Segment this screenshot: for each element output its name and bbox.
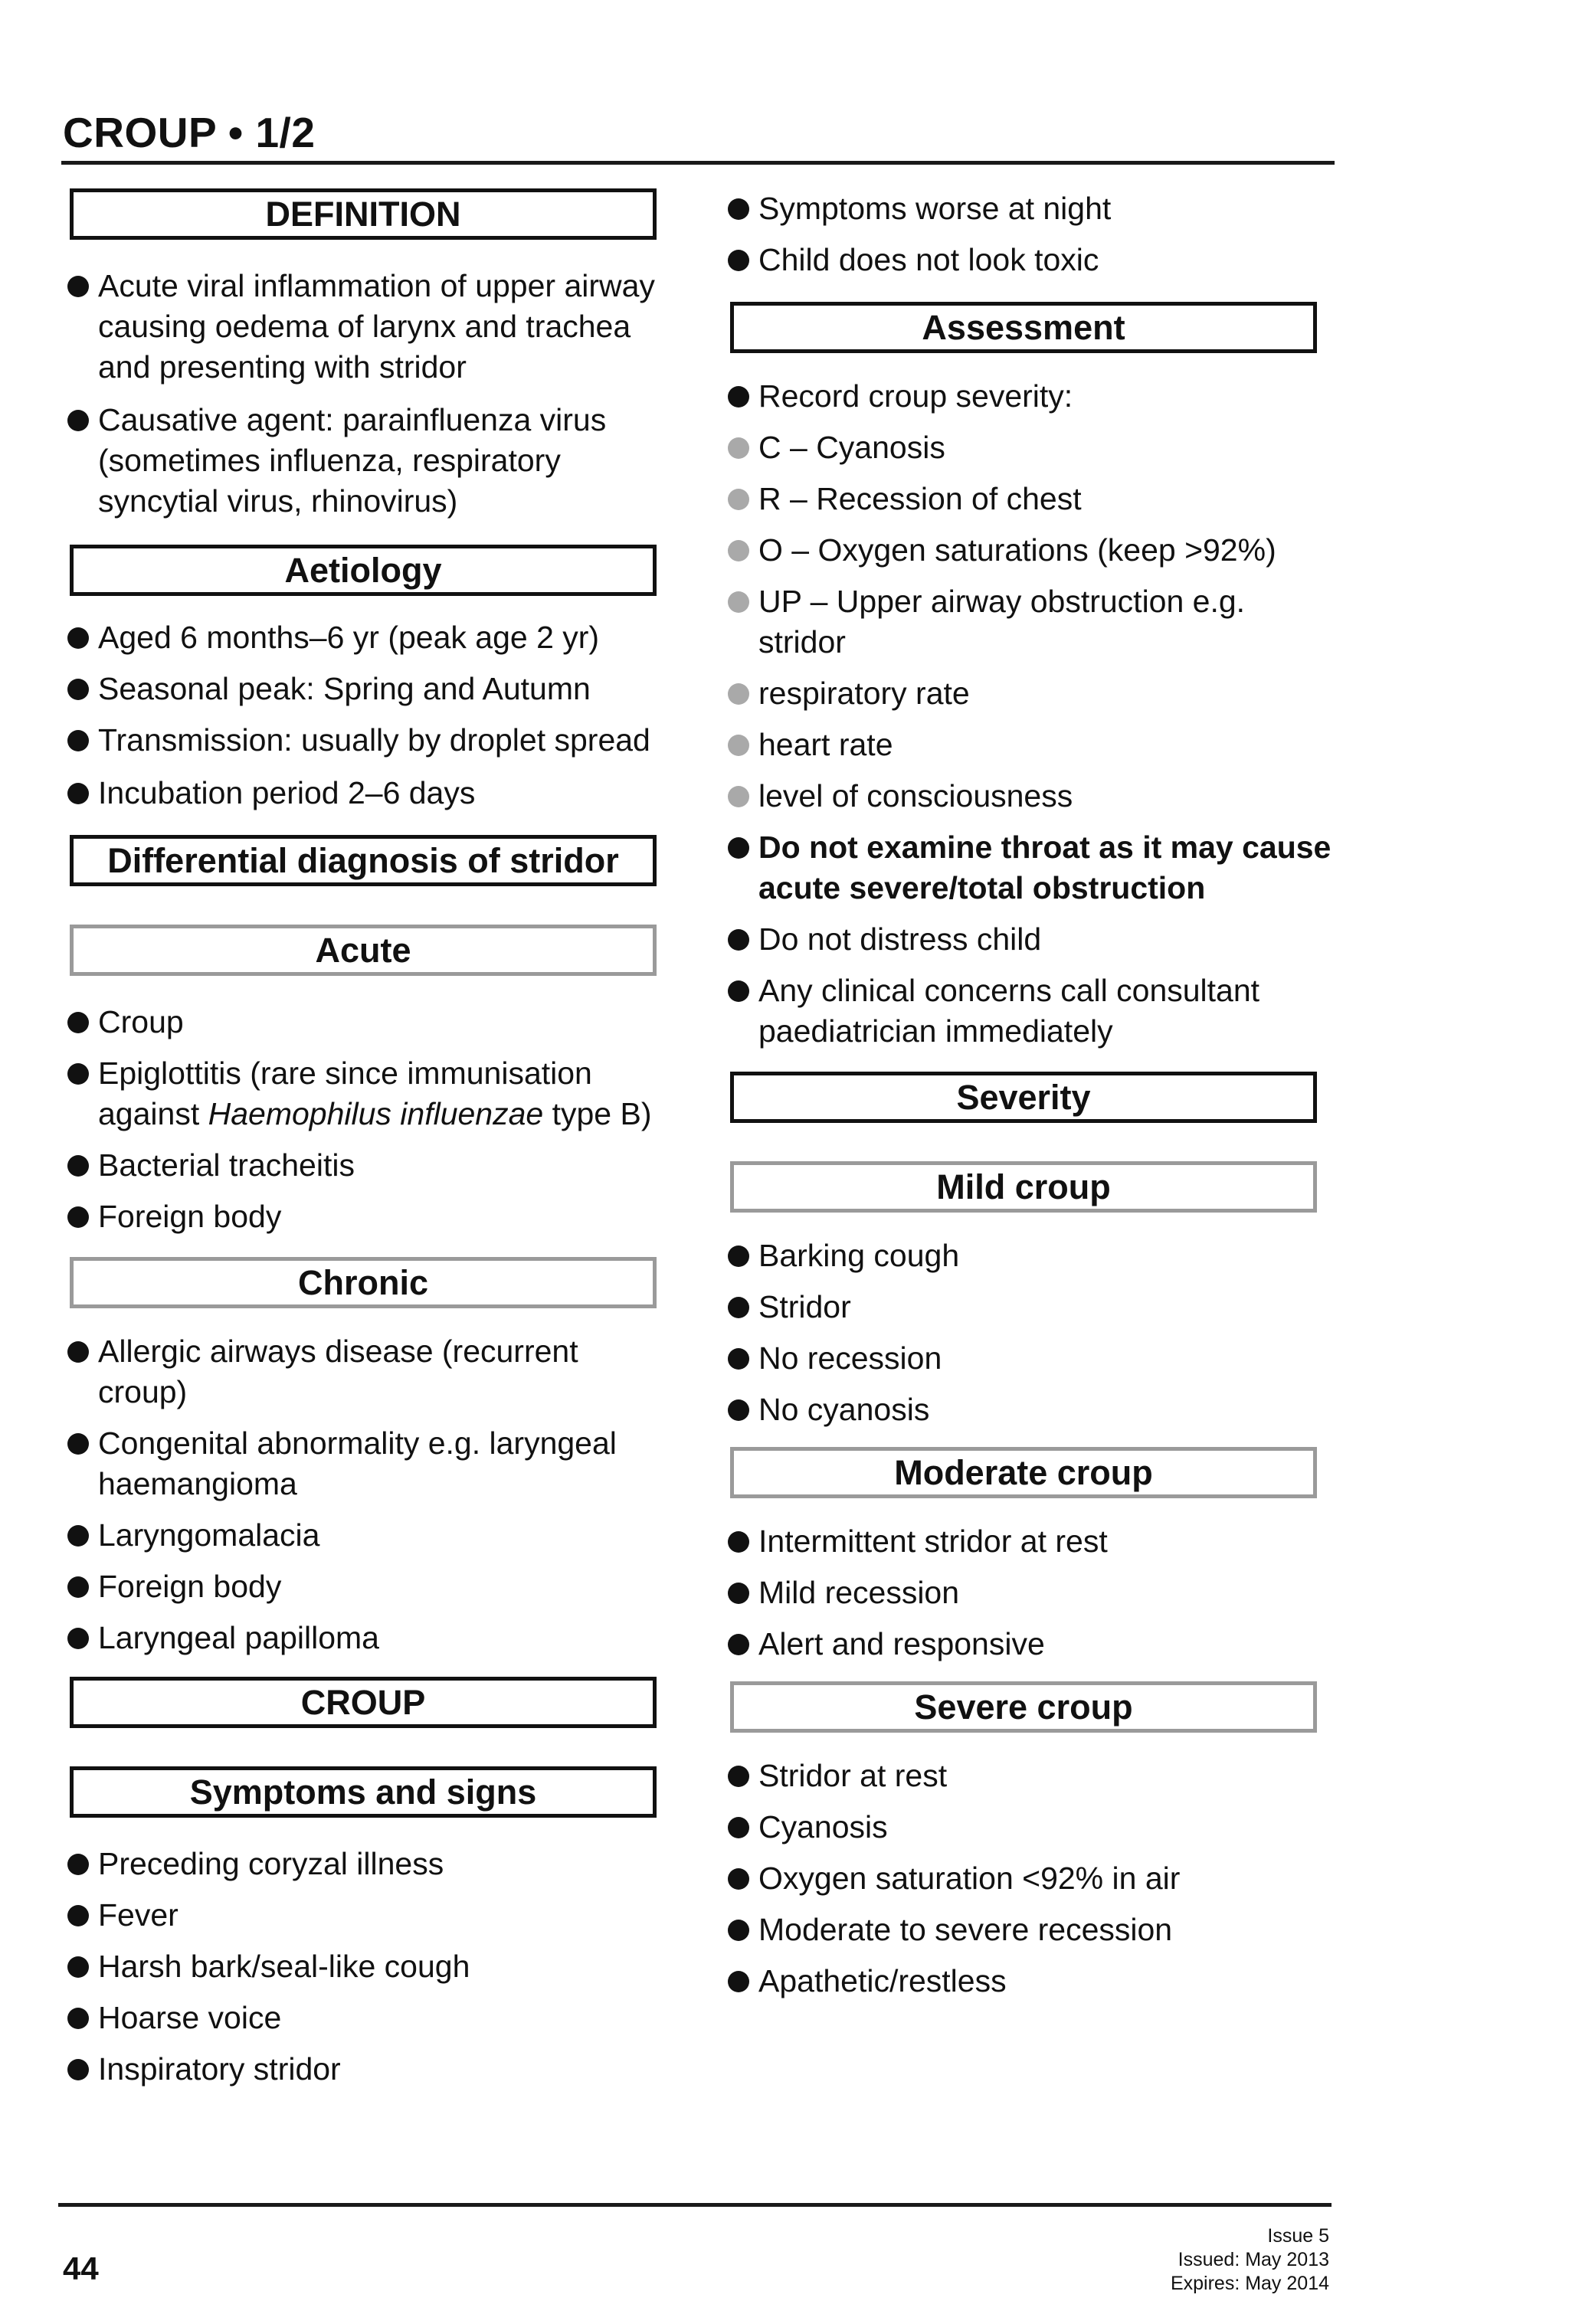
item-text: type B)	[543, 1096, 652, 1131]
sub-list-item	[728, 530, 1333, 571]
list-item	[67, 1566, 673, 1607]
item-text: Stridor	[758, 1289, 851, 1324]
bullet-icon	[67, 1012, 89, 1033]
sub-list-item	[728, 581, 1333, 663]
list-item	[67, 1002, 673, 1043]
item-text: Symptoms worse at night	[758, 191, 1112, 226]
list-item	[728, 1961, 1333, 2002]
bullet-icon	[728, 437, 749, 459]
item-text: Harsh bark/seal-like cough	[98, 1949, 470, 1984]
list-item	[67, 720, 673, 761]
item-text: Croup	[98, 1004, 184, 1039]
list-item	[67, 1844, 673, 1884]
list-item	[67, 266, 673, 388]
bullet-icon	[67, 276, 89, 297]
list-item	[728, 919, 1333, 960]
section-heading-assessment: Assessment	[730, 302, 1317, 353]
bullet-icon	[728, 1348, 749, 1370]
bullet-icon	[728, 1920, 749, 1941]
item-text: heart rate	[758, 727, 893, 762]
section-heading-moderate-croup: Moderate croup	[730, 1447, 1317, 1498]
list-item	[67, 1998, 673, 2038]
bullet-icon	[67, 1341, 89, 1363]
page-title: CROUP • 1/2	[63, 109, 316, 156]
item-text: Incubation period 2–6 days	[98, 775, 476, 810]
item-text: Aged 6 months–6 yr (peak age 2 yr)	[98, 620, 600, 655]
bullet-icon	[67, 783, 89, 804]
bullet-icon	[728, 1868, 749, 1890]
list-item	[728, 1573, 1333, 1613]
bullet-icon	[728, 250, 749, 271]
bullet-icon	[728, 929, 749, 951]
list-item	[728, 1624, 1333, 1664]
list-item	[67, 773, 673, 813]
sub-list-item	[728, 776, 1333, 817]
bullet-icon	[728, 540, 749, 561]
bullet-list	[67, 1844, 673, 2090]
bullet-icon	[67, 627, 89, 649]
bullet-icon	[67, 2008, 89, 2029]
right-column	[728, 188, 1333, 2002]
list-item	[728, 376, 1333, 417]
bullet-icon	[728, 1399, 749, 1421]
bullet-icon	[728, 1297, 749, 1318]
item-text: Acute viral inflammation of upper airway causing oedema of larynx and trachea and presenting with stridor	[98, 268, 655, 385]
sub-list-item	[728, 479, 1333, 519]
bullet-list	[67, 617, 673, 813]
item-text: Stridor at rest	[758, 1758, 948, 1793]
bullet-icon	[728, 786, 749, 807]
bullet-icon	[728, 1817, 749, 1838]
section-heading-severity: Severity	[730, 1072, 1317, 1123]
list-item	[67, 2049, 673, 2090]
bullet-icon	[728, 1531, 749, 1553]
bullet-list	[728, 1521, 1333, 1664]
item-text: Hoarse voice	[98, 2000, 282, 2035]
bullet-icon	[67, 2059, 89, 2080]
item-text: O – Oxygen saturations (keep >92%)	[758, 532, 1276, 568]
bullet-icon	[728, 489, 749, 510]
item-text: Apathetic/restless	[758, 1963, 1007, 1998]
bullet-icon	[67, 1956, 89, 1978]
item-text: Cyanosis	[758, 1809, 888, 1844]
section-heading-acute: Acute	[70, 925, 657, 976]
left-column	[67, 188, 673, 2090]
item-text: Preceding coryzal illness	[98, 1846, 444, 1881]
bullet-list	[67, 1331, 673, 1658]
item-text: R – Recession of chest	[758, 481, 1082, 516]
item-text: C – Cyanosis	[758, 430, 945, 465]
item-text: Laryngeal papilloma	[98, 1620, 379, 1655]
item-text: respiratory rate	[758, 676, 970, 711]
item-text: No cyanosis	[758, 1392, 930, 1427]
bullet-icon	[67, 1628, 89, 1649]
footer-rule	[58, 2203, 1332, 2207]
bullet-icon	[67, 1155, 89, 1177]
list-item	[728, 827, 1333, 908]
bullet-icon	[728, 386, 749, 408]
bullet-icon	[67, 679, 89, 700]
bullet-icon	[728, 1766, 749, 1787]
list-item	[728, 240, 1333, 280]
section-heading-severe-croup: Severe croup	[730, 1681, 1317, 1733]
section-heading-symptoms-and-signs: Symptoms and signs	[70, 1766, 657, 1818]
item-text: Intermittent stridor at rest	[758, 1524, 1108, 1559]
item-text: Allergic airways disease (recurrent croup)	[98, 1334, 578, 1409]
bullet-icon	[67, 1433, 89, 1455]
item-text: Foreign body	[98, 1199, 282, 1234]
bullet-icon	[67, 1063, 89, 1085]
list-item	[67, 1196, 673, 1237]
list-item	[67, 617, 673, 658]
list-item	[67, 1895, 673, 1936]
item-text: Barking cough	[758, 1238, 960, 1273]
item-text: Record croup severity:	[758, 378, 1073, 414]
bullet-icon	[67, 730, 89, 751]
item-text: Transmission: usually by droplet spread	[98, 722, 650, 758]
expiry-date: Expires: May 2014	[1170, 2273, 1329, 2294]
bullet-list	[728, 188, 1333, 280]
section-heading-mild-croup: Mild croup	[730, 1161, 1317, 1213]
item-text: Causative agent: parainfluenza virus (sometimes influenza, respiratory syncytial virus, rhinovirus)	[98, 402, 607, 519]
bullet-icon	[728, 980, 749, 1002]
item-text: Alert and responsive	[758, 1626, 1045, 1661]
bullet-icon	[67, 1206, 89, 1228]
sub-list-item	[728, 427, 1333, 468]
section-heading-aetiology: Aetiology	[70, 545, 657, 596]
list-item	[728, 1858, 1333, 1899]
list-item	[67, 1331, 673, 1412]
bullet-icon	[728, 735, 749, 756]
list-item	[728, 1910, 1333, 1950]
list-item	[728, 1236, 1333, 1276]
header-rule	[61, 161, 1335, 165]
item-text: level of consciousness	[758, 778, 1073, 813]
issue-number: Issue 5	[1267, 2225, 1329, 2247]
list-item	[67, 1145, 673, 1186]
bullet-list	[67, 266, 673, 522]
item-text: Any clinical concerns call consultant paediatrician immediately	[758, 973, 1260, 1049]
item-text: Oxygen saturation <92% in air	[758, 1861, 1181, 1896]
bullet-icon	[728, 1971, 749, 1992]
sub-list-item	[728, 725, 1333, 765]
bullet-icon	[728, 683, 749, 705]
bullet-icon	[728, 837, 749, 859]
bullet-icon	[728, 198, 749, 220]
bullet-icon	[728, 1634, 749, 1655]
bullet-list	[67, 1002, 673, 1237]
bullet-icon	[67, 1854, 89, 1875]
list-item	[728, 1287, 1333, 1327]
list-item	[728, 1521, 1333, 1562]
sub-list-item	[728, 673, 1333, 714]
section-heading-croup: CROUP	[70, 1677, 657, 1728]
issue-info	[1023, 2224, 1329, 2296]
list-item	[67, 1946, 673, 1987]
bullet-icon	[728, 1583, 749, 1604]
item-text: Bacterial tracheitis	[98, 1147, 355, 1183]
item-text: Mild recession	[758, 1575, 960, 1610]
bullet-list	[728, 376, 1333, 1052]
item-text: Foreign body	[98, 1569, 282, 1604]
bullet-icon	[728, 591, 749, 613]
item-text: Moderate to severe recession	[758, 1912, 1173, 1947]
list-item	[67, 1423, 673, 1504]
item-text: Do not examine throat as it may cause acute severe/total obstruction	[758, 830, 1332, 905]
list-item	[728, 188, 1333, 229]
item-text: No recession	[758, 1340, 942, 1376]
item-text: Epiglottitis (rare since immunisation against	[98, 1056, 592, 1131]
list-item	[728, 1389, 1333, 1430]
item-text: Fever	[98, 1897, 179, 1933]
section-heading-chronic: Chronic	[70, 1257, 657, 1308]
bullet-icon	[728, 1245, 749, 1267]
bullet-icon	[67, 1576, 89, 1598]
section-heading-definition: DEFINITION	[70, 188, 657, 240]
item-text: Seasonal peak: Spring and Autumn	[98, 671, 591, 706]
list-item	[67, 400, 673, 522]
section-heading-differential-diagnosis-of-stridor: Differential diagnosis of stridor	[70, 835, 657, 886]
list-item	[67, 1515, 673, 1556]
list-item	[67, 1618, 673, 1658]
page-number: 44	[63, 2250, 99, 2286]
item-text: Child does not look toxic	[758, 242, 1099, 277]
issued-date: Issued: May 2013	[1178, 2249, 1329, 2270]
item-text: Inspiratory stridor	[98, 2051, 341, 2087]
list-item	[728, 1756, 1333, 1796]
italic-term: Haemophilus influenzae	[208, 1096, 544, 1131]
bullet-list	[728, 1236, 1333, 1430]
list-item	[728, 1338, 1333, 1379]
item-text: Congenital abnormality e.g. laryngeal haemangioma	[98, 1425, 617, 1501]
list-item	[67, 1053, 673, 1134]
bullet-icon	[67, 410, 89, 431]
item-text: Do not distress child	[758, 921, 1042, 957]
list-item	[67, 669, 673, 709]
bullet-list	[728, 1756, 1333, 2002]
item-text: Laryngomalacia	[98, 1517, 320, 1553]
list-item	[728, 971, 1333, 1052]
list-item	[728, 1807, 1333, 1848]
item-text: UP – Upper airway obstruction e.g. stridor	[758, 584, 1246, 660]
bullet-icon	[67, 1905, 89, 1926]
bullet-icon	[67, 1525, 89, 1547]
